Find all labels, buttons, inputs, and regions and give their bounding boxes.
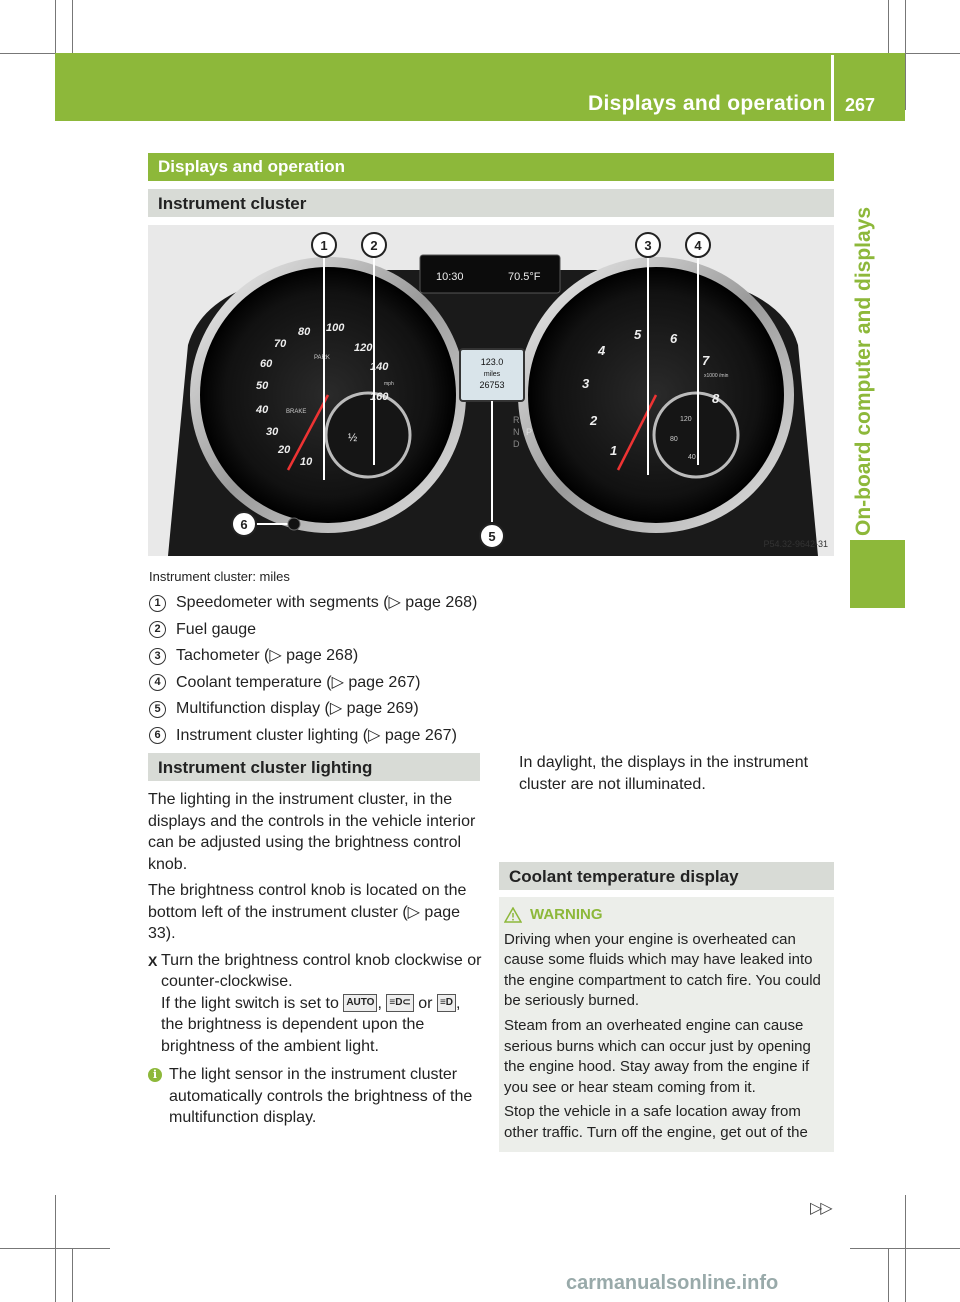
tacho-tick: 6	[670, 331, 678, 346]
step-condition	[161, 993, 483, 1058]
fuel-half-mark: ½	[348, 432, 358, 444]
continued-marker: ▷▷	[810, 1200, 831, 1217]
gear-p: P	[526, 427, 533, 437]
speedo-tick: 80	[298, 326, 311, 338]
temp-readout: 70.5°F	[508, 271, 541, 283]
legend-item	[149, 696, 477, 723]
or-word: or	[418, 994, 433, 1012]
warning-label: WARNING	[530, 906, 603, 923]
speedo-tick: 140	[370, 361, 389, 373]
legend-text: Multifunction display (▷ page 269)	[176, 700, 419, 717]
callout-number: 5	[488, 529, 496, 544]
park-lamp: PARK	[314, 355, 330, 361]
page-number: 267	[845, 95, 876, 115]
legend-item	[149, 670, 477, 697]
speedo-tick: 70	[274, 338, 287, 350]
tacho-tick: 1	[610, 443, 618, 458]
crop-mark	[888, 0, 889, 60]
legend-text: Instrument cluster lighting (▷ page 267)	[176, 726, 457, 744]
lighting-body	[148, 789, 483, 1129]
low-beam-icon: ≡D	[437, 994, 456, 1012]
info-icon: i	[148, 1068, 162, 1082]
clock-readout: 10:30	[436, 271, 464, 283]
speedo-tick: 50	[256, 380, 269, 392]
legend-item	[149, 643, 477, 670]
gear-d: D	[513, 439, 520, 449]
legend-text: Speedometer with segments (▷ page 268)	[176, 594, 478, 611]
legend-text: Coolant temperature (▷ page 267)	[176, 673, 421, 691]
warning-title	[504, 905, 829, 926]
legend-text: Fuel gauge	[176, 620, 257, 638]
trip-readout: 123.0	[480, 357, 504, 367]
condition-text: , the brightness is dependent upon the brightness of the ambient light.	[161, 994, 461, 1055]
callout-number: 6	[240, 517, 248, 532]
lighting-paragraph: The lighting in the instrument cluster, in the displays and the controls in the vehicle interior can be adjusted using the brightness control knob.	[148, 791, 476, 873]
speedo-tick: 100	[326, 322, 345, 334]
crop-mark	[905, 0, 906, 110]
lighting-paragraph: The brightness control knob is located on the bottom left of the instrument cluster (▷ page 33).	[148, 882, 467, 942]
section-title: Displays and operation	[148, 153, 834, 181]
lighting-heading: Instrument cluster lighting	[148, 753, 480, 781]
crop-mark	[72, 1248, 73, 1302]
callout-number: 2	[370, 238, 378, 253]
step-marker: X	[148, 952, 158, 969]
daylight-note: In daylight, the displays in the instrument cluster are not illuminated.	[519, 754, 809, 793]
tacho-tick: 5	[634, 327, 642, 342]
auto-light-icon: AUTO	[343, 994, 377, 1012]
mph-label: mph	[384, 381, 394, 387]
crop-mark	[55, 1195, 56, 1302]
callout-number: 1	[320, 238, 328, 253]
speedo-tick: 30	[266, 426, 279, 438]
legend-item	[149, 617, 477, 644]
legend-item	[149, 723, 477, 750]
parking-light-icon: ≡D⊂	[386, 994, 413, 1012]
gear-n: N	[513, 427, 520, 437]
speedo-tick: 160	[370, 391, 389, 403]
warning-paragraph: Steam from an overheated engine can cause serious burns which can occur just by opening the engine hood. Stay away from the engine if you see or hear steam coming from it.	[504, 1016, 811, 1096]
gear-r: R	[513, 415, 520, 425]
header-title: Displays and operation	[588, 92, 826, 115]
info-text: The light sensor in the instrument cluster automatically controls the brightness of the multifunction display.	[169, 1066, 473, 1126]
tacho-tick: 3	[582, 376, 590, 391]
instruction-step	[148, 950, 483, 1063]
coolant-tick: 120	[680, 416, 692, 423]
coolant-tick: 80	[670, 436, 678, 443]
callout-number: 4	[694, 238, 702, 253]
watermark: carmanualsonline.info	[566, 1272, 779, 1294]
figure-caption: Instrument cluster: miles	[149, 569, 290, 584]
separator: ,	[377, 994, 382, 1012]
side-tab-label: On-board computer and displays	[852, 206, 875, 536]
warning-paragraph: Driving when your engine is overheated can cause some fluids which may have leaked into the engine compartment to catch fire. You could be seriously burned.	[504, 930, 821, 1010]
header-divider	[831, 55, 834, 121]
tacho-tick: 8	[712, 391, 720, 406]
legend-number: 3	[149, 648, 166, 665]
crop-mark	[72, 0, 73, 60]
legend-number: 4	[149, 674, 166, 691]
speedo-tick: 40	[256, 404, 269, 416]
step-text: Turn the brightness control knob clockwise or counter-clockwise.	[161, 951, 482, 990]
legend-item	[149, 590, 477, 617]
photo-ref-code: P54.32-9642-31	[763, 539, 828, 549]
warning-box	[499, 897, 834, 1152]
cluster-illustration	[148, 225, 834, 556]
legend-text: Tachometer (▷ page 268)	[176, 647, 359, 664]
legend-number: 6	[149, 727, 166, 744]
legend-number: 5	[149, 701, 166, 718]
coolant-tick: 40	[688, 454, 696, 461]
warning-icon	[504, 907, 522, 923]
speedo-tick: 120	[354, 342, 373, 354]
coolant-heading: Coolant temperature display	[499, 862, 834, 890]
tacho-tick: 4	[598, 343, 606, 358]
info-note	[148, 1064, 483, 1129]
coolant-gauge-face	[654, 393, 738, 477]
side-tab-block	[850, 540, 905, 608]
speedo-tick: 10	[300, 456, 313, 468]
crop-mark	[905, 1195, 906, 1302]
legend-number: 1	[149, 595, 166, 612]
speedo-tick: 20	[278, 444, 291, 456]
crop-mark	[888, 1248, 889, 1302]
tacho-tick: 7	[702, 353, 710, 368]
brake-lamp: BRAKE	[286, 409, 307, 415]
rpm-label: x1000 /min	[704, 373, 729, 379]
figure-legend	[149, 590, 477, 749]
fuel-gauge-face	[326, 393, 410, 477]
legend-number: 2	[149, 621, 166, 638]
tacho-tick: 2	[590, 413, 598, 428]
odometer-readout: 26753	[479, 380, 505, 390]
warning-paragraph: Stop the vehicle in a safe location away from other traffic. Turn off the engine, get out of the	[504, 1103, 808, 1141]
instrument-cluster-heading: Instrument cluster	[148, 189, 834, 217]
speedo-tick: 60	[260, 358, 273, 370]
instrument-cluster-photo	[148, 225, 834, 556]
brightness-knob	[288, 518, 300, 530]
condition-text: If the light switch is set to	[161, 994, 339, 1012]
miles-label: miles	[483, 371, 501, 378]
callout-number: 3	[644, 238, 652, 253]
